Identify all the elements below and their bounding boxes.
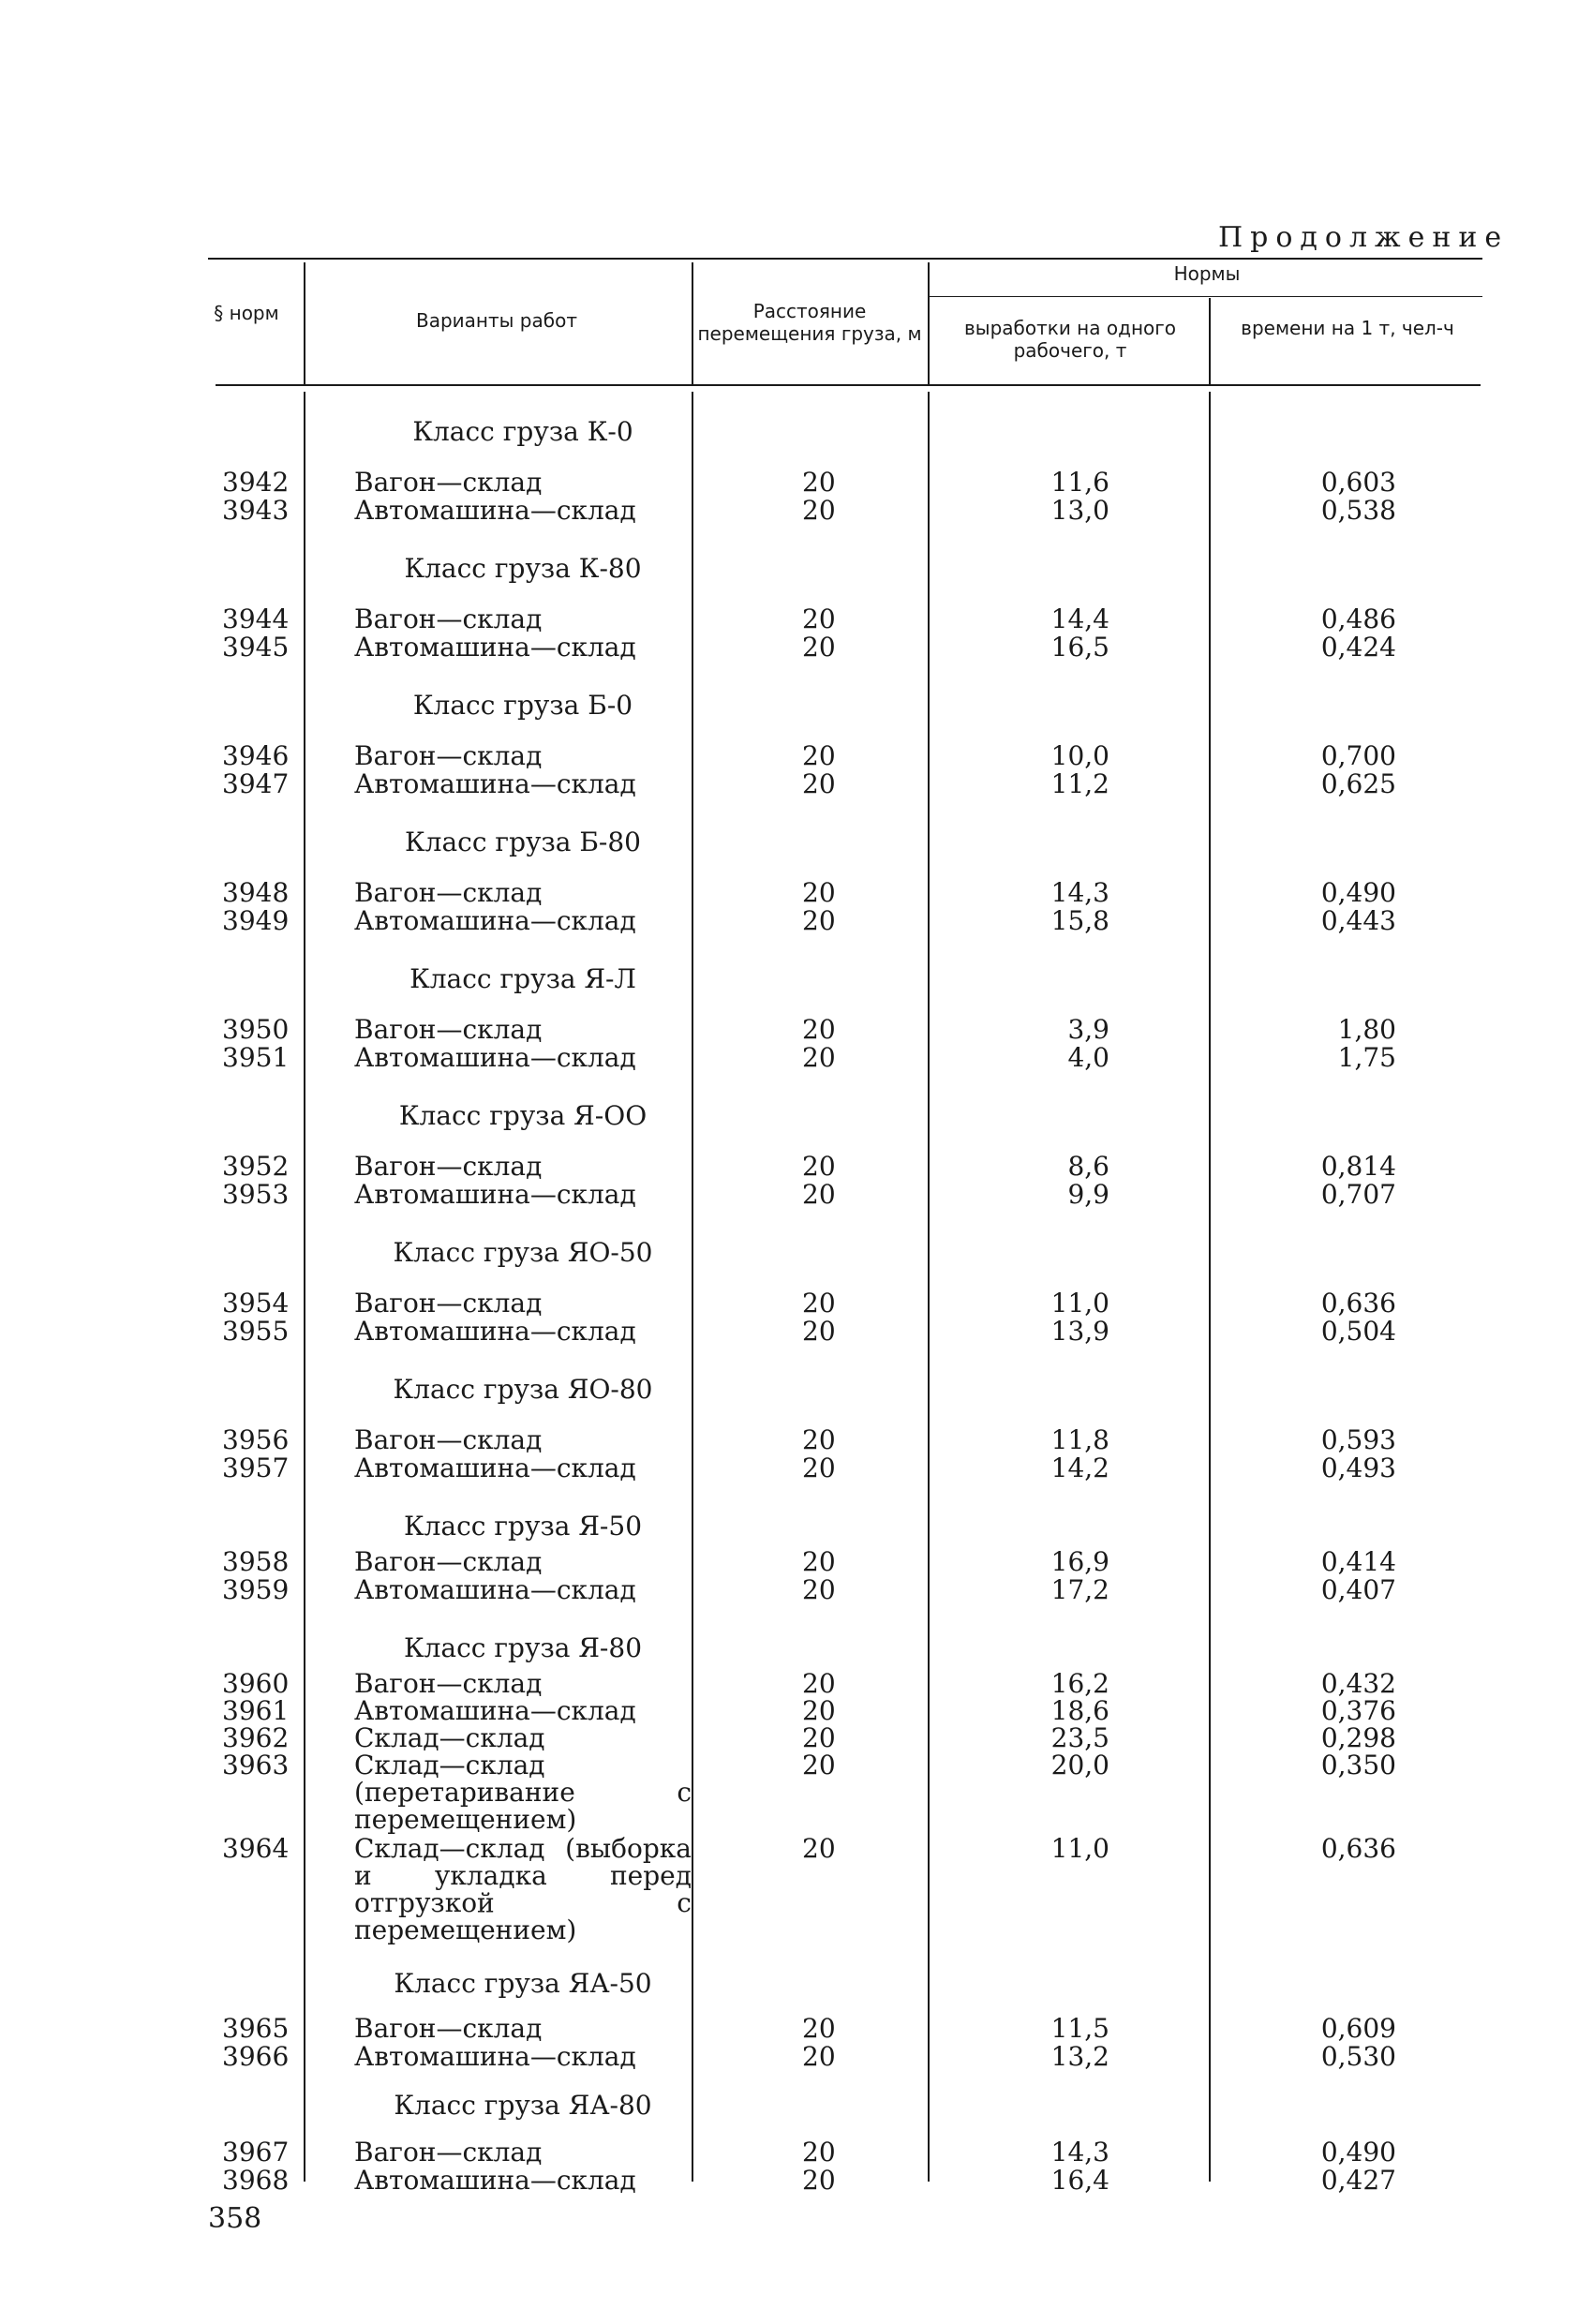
output-value: 14,3 <box>1050 2137 1109 2168</box>
output-value: 11,2 <box>1050 768 1109 799</box>
time-value: 0,504 <box>1320 1316 1396 1347</box>
class-heading: Класс груза ЯА-80 <box>394 2090 652 2121</box>
norm-number: 3959 <box>222 1574 290 1605</box>
class-heading: Класс груза Я-50 <box>403 1511 643 1542</box>
time-value: 0,603 <box>1320 467 1396 498</box>
norm-number: 3942 <box>222 467 290 498</box>
output-value: 9,9 <box>1067 1179 1109 1210</box>
distance: 20 <box>802 632 836 663</box>
distance: 20 <box>802 1574 836 1605</box>
header-work-variants: Варианты работ <box>416 309 577 332</box>
output-value: 13,9 <box>1050 1316 1109 1347</box>
work-variant: Автомашина—склад <box>354 1179 636 1210</box>
distance: 20 <box>802 1750 836 1780</box>
norm-number: 3949 <box>222 905 290 936</box>
body-vrule-4 <box>1209 392 1211 2182</box>
work-variant: Автомашина—склад <box>354 768 636 799</box>
norm-number: 3964 <box>222 1833 290 1864</box>
norm-number: 3968 <box>222 2165 290 2196</box>
time-value: 0,350 <box>1320 1750 1396 1780</box>
class-heading: Класс груза К-0 <box>412 416 633 447</box>
work-variant: Вагон—склад <box>354 740 543 771</box>
norm-number: 3943 <box>222 495 290 526</box>
header-output: выработки на одного рабочего, т <box>964 317 1176 362</box>
output-value: 10,0 <box>1050 740 1109 771</box>
time-value: 0,490 <box>1320 877 1396 908</box>
distance: 20 <box>802 2165 836 2196</box>
output-value: 8,6 <box>1067 1151 1109 1182</box>
norm-number: 3956 <box>222 1424 290 1455</box>
output-value: 11,6 <box>1050 467 1109 498</box>
time-value: 0,407 <box>1320 1574 1396 1605</box>
work-variant: Склад—склад <box>354 1722 545 1753</box>
time-value: 0,538 <box>1320 495 1396 526</box>
time-value: 0,636 <box>1320 1288 1396 1318</box>
work-variant: Вагон—склад <box>354 1014 543 1045</box>
time-value: 0,707 <box>1320 1179 1396 1210</box>
distance: 20 <box>802 1151 836 1182</box>
norm-number: 3955 <box>222 1316 290 1347</box>
norm-number: 3963 <box>222 1750 290 1780</box>
output-value: 11,5 <box>1050 2013 1109 2044</box>
distance: 20 <box>802 768 836 799</box>
output-value: 11,8 <box>1050 1424 1109 1455</box>
time-value: 0,636 <box>1320 1833 1396 1864</box>
norm-number: 3960 <box>222 1668 290 1699</box>
output-value: 16,9 <box>1050 1546 1109 1577</box>
distance: 20 <box>802 2041 836 2072</box>
time-value: 0,376 <box>1320 1695 1396 1726</box>
body-vrule-2 <box>692 392 693 2182</box>
output-value: 23,5 <box>1050 1722 1109 1753</box>
output-value: 13,2 <box>1050 2041 1109 2072</box>
continuation-label: Продолжение <box>1218 221 1510 254</box>
header-vrule-2 <box>692 262 693 384</box>
class-heading: Класс груза К-80 <box>404 553 642 584</box>
work-variant: Вагон—склад <box>354 2137 543 2168</box>
norm-number: 3950 <box>222 1014 290 1045</box>
time-value: 0,625 <box>1320 768 1396 799</box>
time-value: 1,80 <box>1337 1014 1396 1045</box>
output-value: 11,0 <box>1050 1288 1109 1318</box>
norm-number: 3967 <box>222 2137 290 2168</box>
work-variant: Автомашина—склад <box>354 1695 636 1726</box>
distance: 20 <box>802 1452 836 1483</box>
time-value: 0,424 <box>1320 632 1396 663</box>
class-heading: Класс груза Я-ОО <box>398 1100 648 1131</box>
distance: 20 <box>802 1042 836 1073</box>
output-value: 16,2 <box>1050 1668 1109 1699</box>
output-value: 14,2 <box>1050 1452 1109 1483</box>
norm-number: 3965 <box>222 2013 290 2044</box>
time-value: 0,432 <box>1320 1668 1396 1699</box>
work-variant: Вагон—склад <box>354 1288 543 1318</box>
work-variant: Автомашина—склад <box>354 1452 636 1483</box>
work-variant: Автомашина—склад <box>354 2041 636 2072</box>
work-variant: Автомашина—склад <box>354 1042 636 1073</box>
time-value: 0,493 <box>1320 1452 1396 1483</box>
distance: 20 <box>802 603 836 634</box>
norm-number: 3945 <box>222 632 290 663</box>
distance: 20 <box>802 2137 836 2168</box>
header-norms-group: Нормы <box>1173 262 1241 285</box>
work-variant: Автомашина—склад <box>354 495 636 526</box>
time-value: 0,490 <box>1320 2137 1396 2168</box>
time-value: 0,814 <box>1320 1151 1396 1182</box>
output-value: 16,4 <box>1050 2165 1109 2196</box>
norm-number: 3944 <box>222 603 290 634</box>
norm-number: 3947 <box>222 768 290 799</box>
norms-group-rule <box>928 296 1482 297</box>
norm-number: 3966 <box>222 2041 290 2072</box>
norm-number: 3946 <box>222 740 290 771</box>
time-value: 0,298 <box>1320 1722 1396 1753</box>
header-distance: Расстояние перемещения груза, м <box>697 300 922 345</box>
distance: 20 <box>802 495 836 526</box>
time-value: 0,609 <box>1320 2013 1396 2044</box>
time-value: 0,427 <box>1320 2165 1396 2196</box>
norm-number: 3958 <box>222 1546 290 1577</box>
time-value: 0,593 <box>1320 1424 1396 1455</box>
distance: 20 <box>802 1014 836 1045</box>
output-value: 14,4 <box>1050 603 1109 634</box>
output-value: 4,0 <box>1067 1042 1109 1073</box>
norm-number: 3954 <box>222 1288 290 1318</box>
header-vrule-3 <box>928 262 930 384</box>
work-variant: Вагон—склад <box>354 1668 543 1699</box>
norm-number: 3962 <box>222 1722 290 1753</box>
work-variant: Вагон—склад <box>354 2013 543 2044</box>
header-top-rule <box>208 258 1482 260</box>
class-heading: Класс груза ЯО-50 <box>393 1237 653 1268</box>
class-heading: Класс груза Б-80 <box>404 827 641 857</box>
output-value: 3,9 <box>1067 1014 1109 1045</box>
output-value: 18,6 <box>1050 1695 1109 1726</box>
work-variant: Автомашина—склад <box>354 632 636 663</box>
distance: 20 <box>802 1668 836 1699</box>
output-value: 11,0 <box>1050 1833 1109 1864</box>
work-variant: Склад—склад (перетаривание с перемещением) <box>354 1750 692 1835</box>
distance: 20 <box>802 905 836 936</box>
page-number: 358 <box>208 2202 262 2235</box>
work-variant: Автомашина—склад <box>354 1574 636 1605</box>
header-bottom-rule <box>216 384 1481 386</box>
class-heading: Класс груза Я-Л <box>409 963 636 994</box>
time-value: 0,530 <box>1320 2041 1396 2072</box>
work-variant: Автомашина—склад <box>354 2165 636 2196</box>
time-value: 1,75 <box>1337 1042 1396 1073</box>
norm-number: 3961 <box>222 1695 290 1726</box>
norm-number: 3957 <box>222 1452 290 1483</box>
norm-number: 3952 <box>222 1151 290 1182</box>
header-vrule-4 <box>1209 298 1211 384</box>
work-variant: Вагон—склад <box>354 1424 543 1455</box>
output-value: 14,3 <box>1050 877 1109 908</box>
header-time: времени на 1 т, чел-ч <box>1241 317 1454 339</box>
distance: 20 <box>802 1722 836 1753</box>
class-heading: Класс груза Б-0 <box>412 690 633 721</box>
work-variant: Автомашина—склад <box>354 905 636 936</box>
distance: 20 <box>802 1833 836 1864</box>
time-value: 0,443 <box>1320 905 1396 936</box>
class-heading: Класс груза ЯА-50 <box>394 1968 652 1999</box>
distance: 20 <box>802 1546 836 1577</box>
work-variant: Вагон—склад <box>354 467 543 498</box>
norm-number: 3948 <box>222 877 290 908</box>
work-variant: Склад—склад (выборка и укладка перед отгрузкой с перемещением) <box>354 1833 692 1945</box>
time-value: 0,486 <box>1320 603 1396 634</box>
work-variant: Вагон—склад <box>354 877 543 908</box>
distance: 20 <box>802 1288 836 1318</box>
distance: 20 <box>802 1695 836 1726</box>
norm-number: 3951 <box>222 1042 290 1073</box>
norm-number: 3953 <box>222 1179 290 1210</box>
work-variant: Вагон—склад <box>354 1546 543 1577</box>
work-variant: Автомашина—склад <box>354 1316 636 1347</box>
distance: 20 <box>802 2013 836 2044</box>
body-vrule-3 <box>928 392 930 2182</box>
time-value: 0,414 <box>1320 1546 1396 1577</box>
distance: 20 <box>802 877 836 908</box>
distance: 20 <box>802 1316 836 1347</box>
time-value: 0,700 <box>1320 740 1396 771</box>
body-vrule-1 <box>304 392 305 2182</box>
class-heading: Класс груза Я-80 <box>403 1632 643 1663</box>
header-norm-number: § норм <box>214 302 279 324</box>
distance: 20 <box>802 1179 836 1210</box>
output-value: 17,2 <box>1050 1574 1109 1605</box>
output-value: 13,0 <box>1050 495 1109 526</box>
distance: 20 <box>802 1424 836 1455</box>
work-variant: Вагон—склад <box>354 1151 543 1182</box>
work-variant: Вагон—склад <box>354 603 543 634</box>
distance: 20 <box>802 740 836 771</box>
header-vrule-1 <box>304 262 305 384</box>
distance: 20 <box>802 467 836 498</box>
output-value: 20,0 <box>1050 1750 1109 1780</box>
output-value: 15,8 <box>1050 905 1109 936</box>
output-value: 16,5 <box>1050 632 1109 663</box>
class-heading: Класс груза ЯО-80 <box>393 1374 653 1405</box>
